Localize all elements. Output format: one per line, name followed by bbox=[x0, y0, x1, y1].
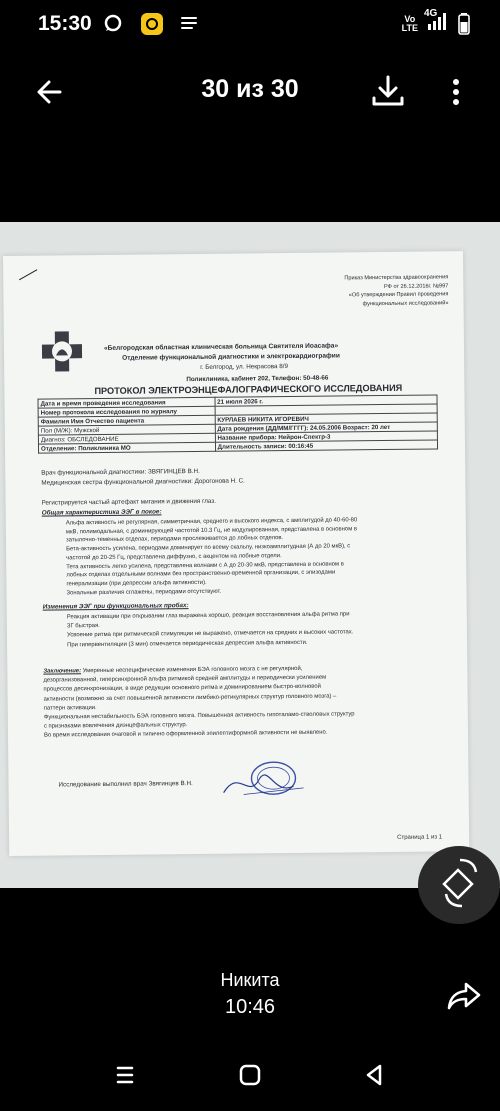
rotate-icon bbox=[418, 846, 500, 924]
download-icon[interactable] bbox=[368, 72, 408, 112]
cabinet: Поликлиника, кабинет 202, Телефон: 50-48-66 bbox=[186, 374, 329, 384]
nurse-line: Медицинская сестра функциональной диагностики: Дорогонова Н. С. bbox=[41, 477, 245, 487]
page-number: Страница 1 из 1 bbox=[397, 834, 443, 841]
viewer-toolbar bbox=[0, 60, 500, 122]
network-type: 4G bbox=[424, 8, 438, 19]
functional-tests-heading: Изменения ЭЭГ при функциональных пробах: bbox=[42, 602, 189, 611]
hospital-logo-icon bbox=[40, 329, 84, 373]
document-photo[interactable] bbox=[0, 222, 500, 888]
status-bar bbox=[0, 0, 500, 52]
notes-icon bbox=[180, 16, 198, 30]
system-nav-bar bbox=[0, 1050, 500, 1100]
patient-table: Дата и время проведения исследования 21 июля 2026 г. Номер протокола исследования по журналу Фамилия Имя Отчество пациента КУРЛАЕВ НИКИТА ИГОРЕВИЧ Пол (М/Ж): Мужской Дата рождения (ДД/ММ/ГГГГ): 24.05.2006 Возраст: 20 лет Диагноз: ОБСЛЕДОВАНИЕ Название прибора: Нейрон-Спектр-3 Отделение: Поликлиника МО Длительность записи: 00:16:45 bbox=[37, 394, 438, 453]
rotate-button[interactable] bbox=[418, 846, 500, 924]
home-icon[interactable] bbox=[235, 1060, 265, 1090]
battery-icon bbox=[458, 13, 470, 35]
protocol-title: ПРОТОКОЛ ЭЛЕКТРОЭНЦЕФАЛОГРАФИЧЕСКОГО ИССЛЕДОВАНИЯ bbox=[94, 382, 403, 397]
recent-apps-icon[interactable] bbox=[110, 1060, 140, 1090]
rest-text: Альфа активность не регулярная, симметричная, среднего и высокого индекса, с амплитудой до 40-60-80 мкВ, полимодальная, с доминирующей частотой 10.3 Гц, не модулированная, представлена в основном в затылочно-теменных отделах, периодами прослеживается до лобных отделов. Бета-активность усилена, периодами доминирует по всему скальпу, низкоамплитудная (А до 20 мкВ), с частотой до 20-25 Гц, представлена диффузно, с акцентом на лобные отдели. Тета активность легко усилена, представлена волнами с А до 20-30 мкВ, представлена в основном в лобных отделах отдельными волнами без пространственно-временной организации, с эпизодами генерализации (при депрессии альфа активности). Зональные различия сглажены, периодами отсутствуют. bbox=[65, 517, 358, 596]
sent-time: 10:46 bbox=[224, 996, 276, 1018]
chat-bubble-icon bbox=[104, 14, 122, 32]
department-name: Отделение функциональной диагностики и электрокардиографии bbox=[122, 352, 340, 362]
signal-indicator bbox=[426, 10, 450, 37]
hospital-name: «Белгородская областная клиническая больница Святителя Иоасафа» bbox=[103, 342, 339, 352]
sender-name: Никита bbox=[220, 970, 280, 990]
rest-heading: Общая характеристика ЭЭГ в покое: bbox=[41, 508, 162, 517]
image-counter: 30 из 30 bbox=[201, 75, 299, 103]
conclusion-heading: Заключение: bbox=[43, 668, 82, 675]
pen-mark-icon bbox=[17, 268, 41, 282]
app-notification-icon bbox=[140, 12, 164, 36]
document-sheet: Приказ Министерства здравоохранения РФ от 26.12.2016г. №997 «Об утверждении Правил проведения функциональных исследований» «Белгородская областная клиническая больница Святителя Иоасафа» Отделение функциональной диагностики и электрокардиографии г. Белгород, ул. Некрасова 8/9 Поликлиника, кабинет 202, Телефон: 50-48-66 ПРОТОКОЛ ЭЛЕКТРОЭНЦЕФАЛОГРАФИЧЕСКОГО ИССЛЕДОВАНИЯ Дата и время проведения исследования 21 июля 2026 г. Номер протокола исследования по журналу Фамилия Имя Отчество пациента КУРЛАЕВ НИКИТА ИГОРЕВИЧ Пол (М/Ж): Мужской Дата рождения (ДД/ММ/ГГГГ): 24.05.2006 Возраст: 20 лет Диагноз: ОБСЛЕДОВАНИЕ Название прибора: Нейрон-Спектр-3 Отделение: Поликлиника МО Длительность записи: 00:16:45 Врач функциональной диагностики: ЗВЯГИНЦЕВ В.Н. Медицинская сестра функциональной диагностики: Дорогонова Н. С. Регистрируется частый артефакт мигания и движения глаз. Общая характеристика ЭЭГ в покое: Альфа активность не регулярная, симметричная, среднего и высокого индекса, с амплитудой до 40-60-80 мкВ, полимодальная, с доминирующей частотой 10.3 Гц, не модулированная, представлена в основном в затылочно-теменных отделах, периодами прослеживается до лобных отделов. Бета-активность усилена, периодами доминирует по всему скальпу, низкоамплитудная (А до 20 мкВ), с частотой до 20-25 Гц, представлена диффузно, с акцентом на лобные отдели. Тета активность легко усилена, представлена волнами с А до 20-30 мкВ, представлена в основном в лобных отделах отдельными волнами без пространственно-временной организации, с эпизодами генерализации (при депрессии альфа активности). Зональные различия сглажены, периодами отсутствуют. Изменения ЭЭГ при функциональных пробах: Реакция активации при открывании глаз выражена хорошо, реакция восстановления альфа ритма при ЗГ быстрая. Усвоение ритма при ритмической стимуляции не выражено, отмечается на средних и высоких частотах. При гипервентиляции (3 мин) отмечается периодическая депрессия альфа активности. Заключение: Умеренные неспецифические изменения БЭА головного мозга с не регулярной, дезорганизованной, гиперсинхронной альфа ритмикой средней амплитуды и периодически усилением процессов десинхронизации, в виде редукции основного ритма и доминированием быстро-волновой активности (возможно за счет повышенной активности лимбико-ретикулярных структур головного мозга) – паттерн активации. Функциональная нестабильность БЭА головного мозга. Повышенная активность гипоталамо-стволовых структур с признаками вовлечения диэнцефальных структур. Во время исследования очаговой и типично оформленной эпилептиформной активности не выявлено. Исследование выполнил врач Звягинцев В.Н. Страница 1 из 1 bbox=[3, 251, 469, 856]
signature-stamp-icon bbox=[213, 758, 313, 804]
performed-by: Исследование выполнил врач Звягинцев В.Н. bbox=[58, 780, 193, 789]
address: г. Белгород, ул. Некрасова 8/9 bbox=[200, 363, 289, 371]
artifact-note: Регистрируется частый артефакт мигания и движения глаз. bbox=[41, 497, 217, 507]
conclusion-text: Заключение: Умеренные неспецифические изменения БЭА головного мозга с не регулярной, дезорганизованной, гиперсинхронной альфа ритмикой средней амплитуды и периодически усилением процессов десинхронизации, в виде редукции основного ритма и доминированием быстро-волновой активности (возможно за счет повышенной активности лимбико-ретикулярных структур головного мозга) – паттерн активации. Функциональная нестабильность БЭА головного мозга. Повышенная активность гипоталамо-стволовых структур с признаками вовлечения диэнцефальных структур. Во время исследования очаговой и типично оформленной эпилептиформной активности не выявлено. bbox=[43, 665, 355, 740]
more-options-icon[interactable] bbox=[444, 72, 468, 112]
doctor-line: Врач функциональной диагностики: ЗВЯГИНЦЕВ В.Н. bbox=[41, 467, 200, 477]
share-forward-icon[interactable] bbox=[446, 980, 482, 1012]
volte-indicator: Vo LTE bbox=[401, 13, 418, 33]
nav-back-icon[interactable] bbox=[360, 1060, 390, 1090]
functional-tests-text: Реакция активации при открывании глаз выражена хорошо, реакция восстановления альфа ритма при ЗГ быстрая. Усвоение ритма при ритмической стимуляции не выражено, отмечается на средних и высоких частотах. При гипервентиляции (3 мин) отмечается периодическая депрессия альфа активности. bbox=[66, 611, 354, 648]
status-time: 15:30 bbox=[38, 12, 92, 35]
